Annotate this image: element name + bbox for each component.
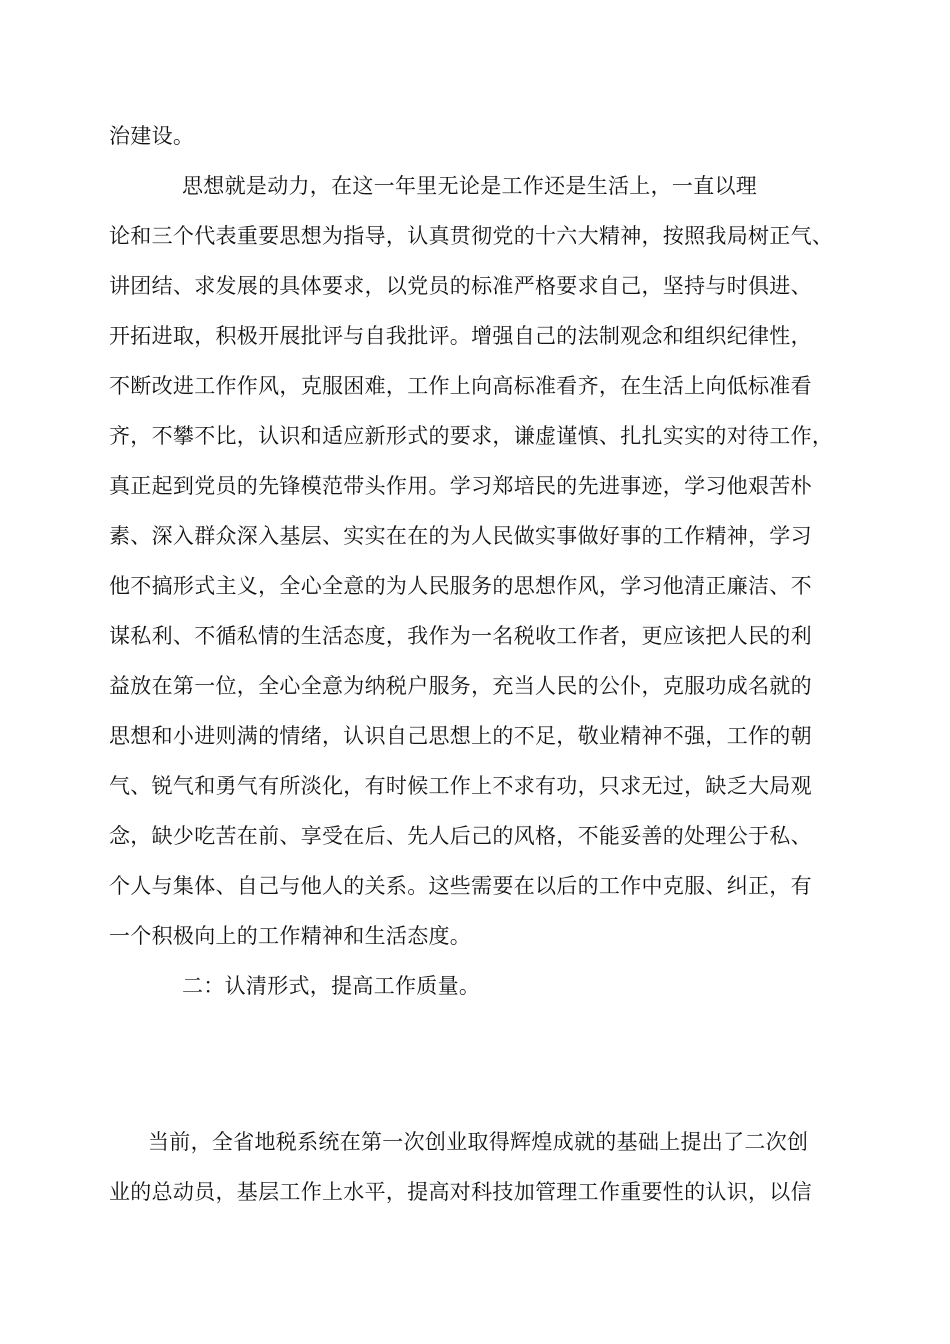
text-line: 益放在第一位，全心全意为纳税户服务，充当人民的公仆，克服功成名就的 xyxy=(109,674,812,698)
paragraph-first-line: 思想就是动力，在这一年里无论是工作还是生活上，一直以理 xyxy=(182,174,758,198)
text-line: 真正起到党员的先锋模范带头作用。学习郑培民的先进事迹，学习他艰苦朴 xyxy=(109,474,812,498)
text-line: 开拓进取，积极开展批评与自我批评。增强自己的法制观念和组织纪律性， xyxy=(109,324,812,348)
text-line: 讲团结、求发展的具体要求，以党员的标准严格要求自己，坚持与时俱进、 xyxy=(109,274,812,298)
text-line: 不断改进工作作风，克服困难，工作上向高标准看齐，在生活上向低标准看 xyxy=(109,374,812,398)
text-line: 谋私利、不循私情的生活态度，我作为一名税收工作者，更应该把人民的利 xyxy=(109,624,812,648)
text-line: 一个积极向上的工作精神和生活态度。 xyxy=(109,924,472,948)
text-line: 论和三个代表重要思想为指导，认真贯彻党的十六大精神，按照我局树正气、 xyxy=(109,224,834,248)
text-line: 念，缺少吃苦在前、享受在后、先人后己的风格，不能妥善的处理公于私、 xyxy=(109,824,812,848)
section-heading: 二：认清形式，提高工作质量。 xyxy=(182,974,481,998)
text-line: 治建设。 xyxy=(109,124,195,148)
text-line: 气、锐气和勇气有所淡化，有时候工作上不求有功，只求无过，缺乏大局观 xyxy=(109,774,812,798)
text-line: 齐，不攀不比，认识和适应新形式的要求，谦虚谨慎、扎扎实实的对待工作， xyxy=(109,424,834,448)
text-line: 个人与集体、自己与他人的关系。这些需要在以后的工作中克服、纠正，有 xyxy=(109,874,812,898)
text-line: 他不搞形式主义，全心全意的为人民服务的思想作风，学习他清正廉洁、不 xyxy=(109,574,812,598)
text-line: 素、深入群众深入基层、实实在在的为人民做实事做好事的工作精神，学习 xyxy=(109,524,812,548)
text-line: 思想和小进则满的情绪，认识自己思想上的不足，敬业精神不强，工作的朝 xyxy=(109,724,812,748)
text-line: 业的总动员，基层工作上水平，提高对科技加管理工作重要性的认识，以信 xyxy=(109,1180,812,1204)
paragraph-first-line: 当前，全省地税系统在第一次创业取得辉煌成就的基础上提出了二次创 xyxy=(148,1130,809,1154)
